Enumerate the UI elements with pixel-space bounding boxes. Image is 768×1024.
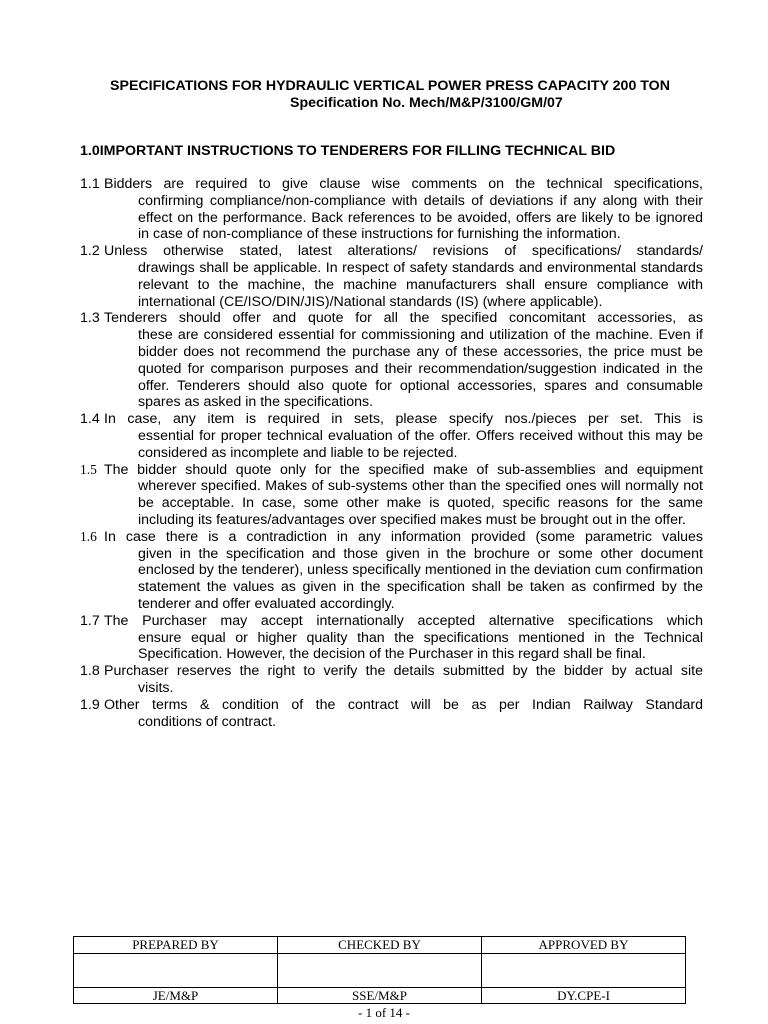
page-number: - 1 of 14 - (358, 1005, 410, 1020)
clause-number: 1.5 (80, 461, 97, 477)
checked-designation: SSE/M&P (278, 988, 482, 1004)
clause-first-line: Unless otherwise stated, latest alterations/ revisions of specifications/ standards/ (104, 243, 703, 260)
clause-text: ensure equal or higher quality than the specifications mentioned in the Technical Specification. However, the decision of the Purchaser in this regard shall be final. (138, 629, 703, 663)
specification-number: Specification No. Mech/M&P/3100/GM/07 (290, 95, 563, 111)
document-title: SPECIFICATIONS FOR HYDRAULIC VERTICAL POWER PRESS CAPACITY 200 TON (110, 78, 670, 94)
clause-1-4 (80, 411, 703, 461)
clause-first-line: The bidder should quote only for the specified make of sub-assemblies and equipment (104, 461, 703, 478)
clause-1-6 (80, 529, 703, 613)
clause-1-5 (80, 462, 703, 529)
signature-designation-row (74, 988, 686, 1004)
clause-first-line: In case there is a contradiction in any information provided (some parametric values (104, 528, 703, 545)
clause-text: given in the specification and those given in the brochure or some other document enclosed by the tenderer), unless specifically mentioned in the deviation cum confirmation statement the values as given in the specification shall be taken as confirmed by the tenderer and offer evaluated accordingly. (138, 545, 703, 612)
clause-list (80, 176, 703, 730)
clause-text: essential for proper technical evaluation of the offer. Offers received without this may be considered as incomplete and liable to be rejected. (138, 427, 703, 461)
section-heading: 1.0IMPORTANT INSTRUCTIONS TO TENDERERS FOR FILLING TECHNICAL BID (80, 143, 616, 159)
clause-number: 1.8 (80, 663, 100, 680)
clause-number: 1.4 (80, 411, 100, 428)
clause-first-line: Tenderers should offer and quote for all the specified concomitant accessories, as (104, 310, 703, 327)
clause-text: these are considered essential for commissioning and utilization of the machine. Even if bidder does not recommend the purchase any of these accessories, the price must be quoted for comparison purposes and their recommendation/suggestion indicated in the offer. Tenderers should also quote for optional accessories, spares and consumable spares as asked in the specifications. (138, 327, 703, 411)
clause-text: conditions of contract. (138, 713, 277, 730)
clause-first-line: Purchaser reserves the right to verify the details submitted by the bidder by actual site (104, 663, 703, 680)
clause-text: wherever specified. Makes of sub-systems other than the specified ones will normally not be acceptable. In case, some other make is quoted, specific reasons for the same including its features/advantages over specified makes must be brought out in the offer. (138, 478, 703, 528)
approved-designation: DY.CPE-I (482, 988, 686, 1004)
clause-text: confirming compliance/non-compliance with details of deviations if any along with their effect on the performance. Back references to be avoided, offers are likely to be ignored in case of non-compliance of these instructions for furnishing the information. (138, 192, 703, 243)
clause-number: 1.9 (80, 696, 100, 713)
clause-number: 1.6 (80, 528, 97, 544)
signature-header-row (74, 937, 686, 954)
clause-first-line: Other terms & condition of the contract will be as per Indian Railway Standard (104, 696, 703, 713)
clause-number: 1.2 (80, 243, 100, 260)
clause-1-8 (80, 663, 703, 697)
clause-1-9 (80, 697, 703, 731)
clause-number: 1.3 (80, 310, 100, 327)
clause-1-1 (80, 176, 703, 243)
clause-number: 1.1 (80, 176, 100, 192)
clause-text: visits. (138, 679, 174, 696)
signature-blank-row (74, 954, 686, 988)
clause-1-7 (80, 613, 703, 663)
approved-signature-cell (482, 954, 686, 988)
clause-text: drawings shall be applicable. In respect of safety standards and environmental standards relevant to the machine, the machine manufacturers shall ensure compliance with international (CE/ISO/DIN/JIS)/National standards (IS) (where applicable). (138, 259, 703, 310)
clause-1-2 (80, 243, 703, 310)
prepared-designation: JE/M&P (74, 988, 278, 1004)
clause-first-line: Bidders are required to give clause wise comments on the technical specifications, (104, 176, 703, 192)
prepared-by-header: PREPARED BY (74, 937, 278, 954)
clause-first-line: In case, any item is required in sets, please specify nos./pieces per set. This is (104, 411, 703, 428)
clause-1-3 (80, 310, 703, 411)
approved-by-header: APPROVED BY (482, 937, 686, 954)
signature-table (73, 936, 686, 1004)
prepared-signature-cell (74, 954, 278, 988)
checked-signature-cell (278, 954, 482, 988)
checked-by-header: CHECKED BY (278, 937, 482, 954)
clause-first-line: The Purchaser may accept internationally accepted alternative specifications which (104, 612, 703, 629)
clause-number: 1.7 (80, 612, 100, 629)
